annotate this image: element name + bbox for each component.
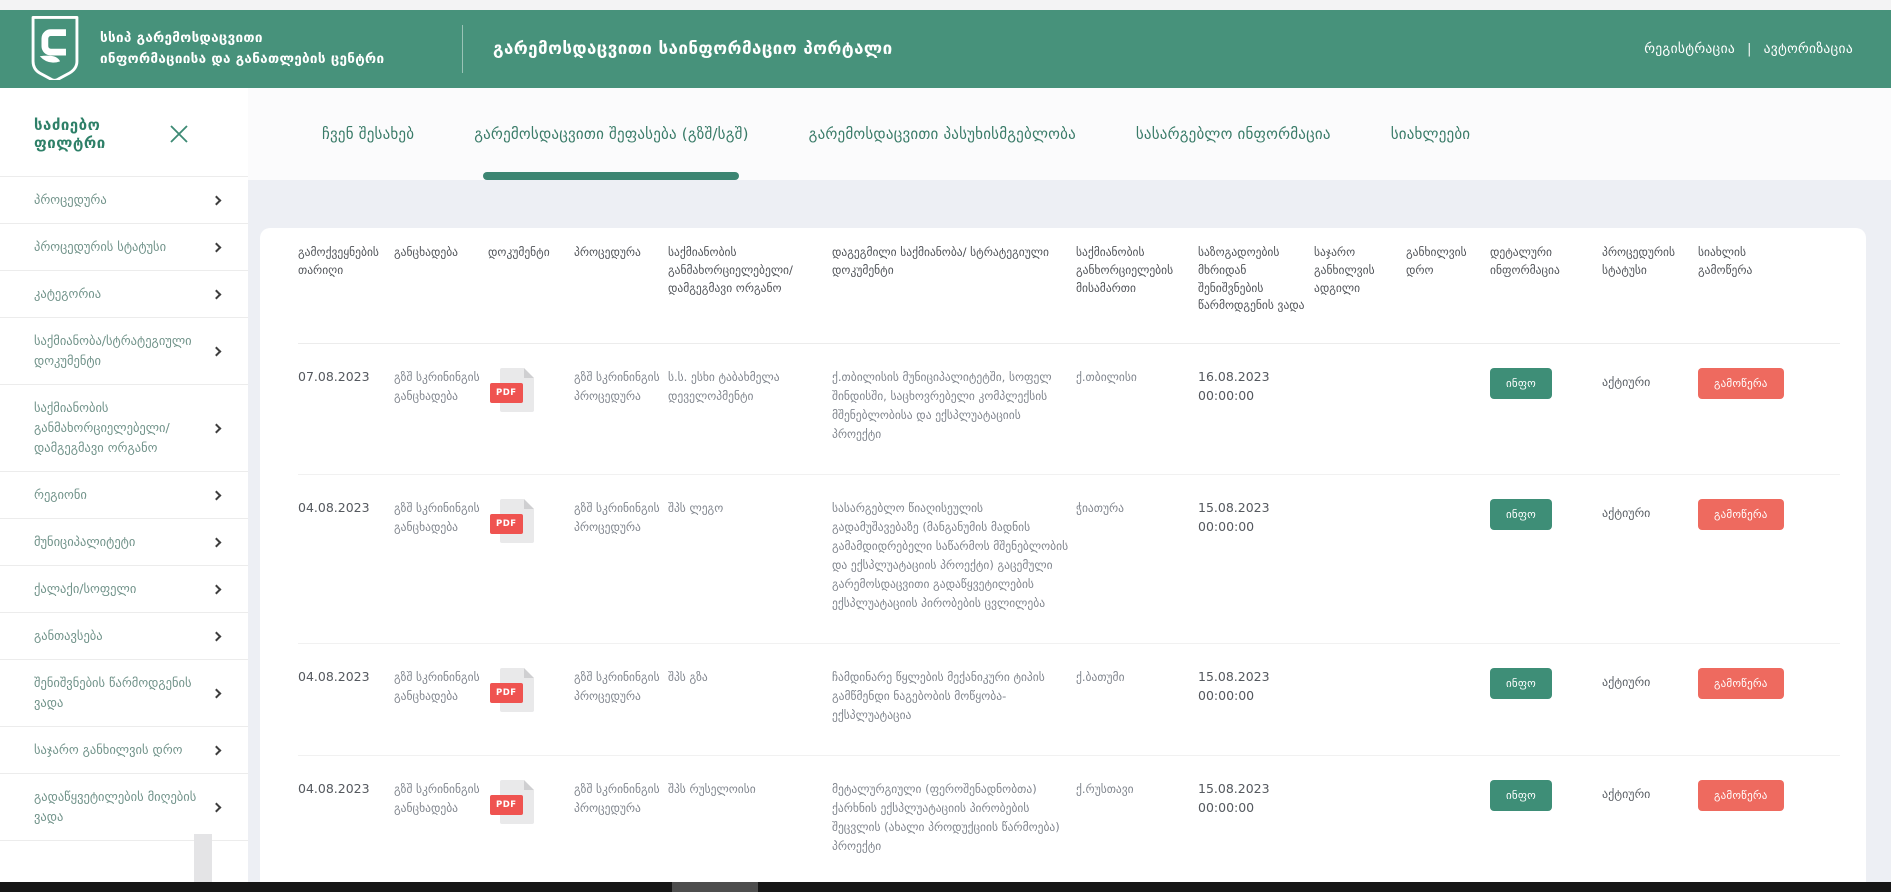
table-body [298,344,1840,885]
pdf-badge: PDF [490,383,523,403]
comments-deadline [1198,780,1310,856]
subscribe-cell [1698,368,1794,444]
subscribe-cell [1698,499,1794,613]
chevron-right-icon [212,584,222,594]
deadline-date: 15.08.2023 [1198,780,1270,796]
info-button[interactable]: ინფო [1490,668,1552,699]
auth-separator: | [1747,41,1752,57]
hearing-place [1314,368,1402,444]
sidebar-filter-list [0,176,248,841]
filter-sidebar [0,88,248,892]
hearing-time [1406,668,1486,725]
info-button[interactable]: ინფო [1490,499,1552,530]
tab-3[interactable]: სასარგებლო ინფორმაცია [1135,125,1331,143]
chevron-right-icon [212,802,222,812]
procedure-type: გზშ სკრინინგის პროცედურა [574,781,660,815]
announcement-type: გზშ სკრინინგის განცხადება [394,669,480,703]
sidebar-filter-item[interactable] [0,660,248,727]
status-badge: აქტიური [1602,506,1651,521]
table-header-row [298,228,1840,344]
procedure-type: გზშ სკრინინგის პროცედურა [574,370,660,404]
column-header: პროცედურა [574,245,641,259]
sidebar-filter-item-label: მუნიციპალიტეტი [34,534,136,549]
sidebar-filter-item[interactable] [0,385,248,472]
planned-activity: ჩამდინარე წყლების მექანიკური ტიპის გამწმენდი ნაგებობის მოწყობა-ექსპლუატაცია [832,669,1045,722]
header [0,10,1891,88]
procedure-type: გზშ სკრინინგის პროცედურა [574,501,660,535]
publish-date: 04.08.2023 [298,500,370,516]
column-header: საქმიანობის განმახორციელებელი/დამგეგმავი ორგანო [668,245,793,295]
sidebar-filter-item[interactable] [0,566,248,613]
sidebar-filter-item[interactable] [0,271,248,318]
subscribe-cell [1698,780,1794,856]
table-row [298,644,1840,756]
chevron-right-icon [212,537,222,547]
sidebar-filter-item-label: განთავსება [34,628,103,643]
implementing-organ: ს.ს. ესხი ტაბახმელა დეველოპმენტი [668,370,780,404]
deadline-date: 15.08.2023 [1198,500,1270,516]
pdf-badge: PDF [490,514,523,534]
chevron-right-icon [212,423,222,433]
detail-info-cell [1490,668,1598,725]
table-row [298,756,1840,886]
document-cell [488,668,570,725]
tab-1[interactable]: გარემოსდაცვითი შეფასება (გზშ/სგშ) [474,88,748,180]
sidebar-filter-item[interactable] [0,177,248,224]
sidebar-filter-item[interactable] [0,472,248,519]
subscribe-button[interactable]: გამოწერა [1698,668,1784,699]
hearing-time [1406,780,1486,856]
pdf-file-icon[interactable] [494,368,534,414]
close-icon[interactable] [168,123,190,145]
chevron-right-icon [212,346,222,356]
tab-4[interactable]: სიახლეები [1390,125,1471,143]
tab-2[interactable]: გარემოსდაცვითი პასუხისმგებლობა [808,125,1076,143]
status-badge: აქტიური [1602,674,1651,689]
chevron-right-icon [212,745,222,755]
eiec-logo-icon [28,14,82,84]
horizontal-scrollbar[interactable] [0,882,1891,892]
detail-info-cell [1490,499,1598,613]
detail-info-cell [1490,368,1598,444]
publish-date: 04.08.2023 [298,780,370,796]
chevron-right-icon [212,490,222,500]
brand[interactable] [28,14,462,84]
pdf-badge: PDF [490,683,523,703]
planned-activity: ქ.თბილისის მუნიციპალიტეტში, სოფელ შინდისში, საცხოვრებელი კომპლექსის მშენებლობისა და ექსპლუატაციის პროექტი [832,370,1052,442]
subscribe-button[interactable]: გამოწერა [1698,368,1784,399]
sidebar-filter-item[interactable] [0,774,248,841]
implementing-organ: შპს ლეგო [668,501,724,516]
status-badge: აქტიური [1602,375,1651,390]
info-button[interactable]: ინფო [1490,780,1552,811]
column-header: საზოგადოების მხრიდან შენიშვნების წარმოდგენის ვადა [1198,245,1305,313]
comments-deadline [1198,499,1310,613]
login-link[interactable]: ავტორიზაცია [1763,41,1853,57]
horizontal-scrollbar-thumb[interactable] [672,882,758,892]
hearing-place [1314,780,1402,856]
deadline-date: 15.08.2023 [1198,668,1270,684]
activity-address: ქ.ბათუმი [1076,669,1125,684]
register-link[interactable]: რეგისტრაცია [1644,41,1736,57]
chevron-right-icon [212,289,222,299]
portal-title: გარემოსდაცვითი საინფორმაციო პორტალი [493,39,893,59]
sidebar-filter-item[interactable] [0,613,248,660]
detail-info-cell [1490,780,1598,856]
sidebar-filter-item-label: პროცედურის სტატუსი [34,239,167,254]
sidebar-filter-item[interactable] [0,224,248,271]
announcement-type: გზშ სკრინინგის განცხადება [394,370,480,404]
deadline-time: 00:00:00 [1198,518,1255,534]
chevron-right-icon [212,195,222,205]
planned-activity: მეტალურგიული (ფეროშენადნობთა) ქარხნის ექსპლუატაციის პირობების შეცვლის (ახალი პროდუქციის წარმოება) პროექტი [832,781,1060,853]
sidebar-title: საძიებო ფილტრი [34,116,106,152]
header-divider [462,25,463,73]
pdf-file-icon[interactable] [494,668,534,714]
publish-date: 07.08.2023 [298,369,370,385]
column-header: განცხადება [394,245,458,259]
pdf-file-icon[interactable] [494,499,534,545]
hearing-time [1406,368,1486,444]
column-header: პროცედურის სტატუსი [1602,245,1675,277]
deadline-time: 00:00:00 [1198,687,1255,703]
column-header: განხილვის დრო [1406,245,1467,277]
implementing-organ: შპს რუსელოისი [668,781,756,796]
body [0,88,1891,892]
column-header: სიახლის გამოწერა [1698,245,1753,277]
deadline-date: 16.08.2023 [1198,369,1270,385]
column-header: დაგეგმილი საქმიანობა/ სტრატეგიული დოკუმენტი [832,245,1049,277]
chevron-right-icon [212,688,222,698]
tab-0[interactable]: ჩვენ შესახებ [322,125,415,143]
auth-links [1644,41,1853,57]
announcement-type: გზშ სკრინინგის განცხადება [394,501,480,535]
sidebar-filter-item-label: შენიშვნების წარმოდგენის ვადა [34,675,192,710]
implementing-organ: შპს გზა [668,669,708,684]
hearing-place [1314,668,1402,725]
status-badge: აქტიური [1602,786,1651,801]
main [248,88,1891,892]
subscribe-button[interactable]: გამოწერა [1698,499,1784,530]
subscribe-button[interactable]: გამოწერა [1698,780,1784,811]
pdf-file-icon[interactable] [494,780,534,826]
deadline-time: 00:00:00 [1198,799,1255,815]
deadline-time: 00:00:00 [1198,388,1255,403]
hearing-time [1406,499,1486,613]
tab-bar [248,88,1891,180]
table-row [298,475,1840,644]
activity-address: ჭიათურა [1076,501,1124,516]
top-strip [0,0,1891,10]
sidebar-filter-item[interactable] [0,727,248,774]
chevron-right-icon [212,631,222,641]
comments-deadline [1198,368,1310,444]
document-cell [488,780,570,856]
sidebar-filter-item-label: საქმიანობა/სტრატეგიული დოკუმენტი [34,333,192,368]
column-header: გამოქვეყნების თარიღი [298,245,379,277]
sidebar-filter-item-label: რეგიონი [34,487,87,502]
pdf-badge: PDF [490,795,523,815]
sidebar-header [0,88,248,176]
chevron-right-icon [212,242,222,252]
sidebar-filter-item-label: საჯარო განხილვის დრო [34,742,183,757]
activity-address: ქ.რუსთავი [1076,781,1134,796]
org-name: სსიპ გარემოსდაცვითი ინფორმაციისა და განათლების ცენტრი [100,30,385,67]
column-header: საჯარო განხილვის ადგილი [1314,245,1375,295]
sidebar-filter-item-label: საქმიანობის განმახორციელებელი/დამგეგმავი ორგანო [34,400,170,455]
results-table-card [260,228,1866,892]
sidebar-filter-item[interactable] [0,519,248,566]
announcement-type: გზშ სკრინინგის განცხადება [394,781,480,815]
column-header: საქმიანობის განხორციელების მისამართი [1076,245,1174,295]
content [248,180,1891,892]
sidebar-scrollbar-thumb[interactable] [194,834,212,886]
sidebar-filter-item-label: გადაწყვეტილების მიღების ვადა [34,789,197,824]
planned-activity: სასარგებლო წიაღისეულის გადამუშავებაზე (მანგანუმის მადნის გამამდიდრებელი საწარმოს მშენებლობის და ექსპლუატაციის პროექტი) გაცემული გარემოსდაცვითი გადაწყვეტილების ექსპლუატაციის პირობების ცვლილება [832,501,1069,610]
column-header: დოკუმენტი [488,245,550,259]
hearing-place [1314,499,1402,613]
activity-address: ქ.თბილისი [1076,370,1137,385]
subscribe-cell [1698,668,1794,725]
sidebar-filter-item[interactable] [0,318,248,385]
info-button[interactable]: ინფო [1490,368,1552,399]
table-row [298,344,1840,475]
sidebar-filter-item-label: პროცედურა [34,192,107,207]
document-cell [488,499,570,613]
sidebar-filter-item-label: კატეგორია [34,286,102,301]
comments-deadline [1198,668,1310,725]
column-header: დეტალური ინფორმაცია [1490,245,1560,277]
publish-date: 04.08.2023 [298,668,370,684]
sidebar-filter-item-label: ქალაქი/სოფელი [34,581,137,596]
document-cell [488,368,570,444]
procedure-type: გზშ სკრინინგის პროცედურა [574,669,660,703]
